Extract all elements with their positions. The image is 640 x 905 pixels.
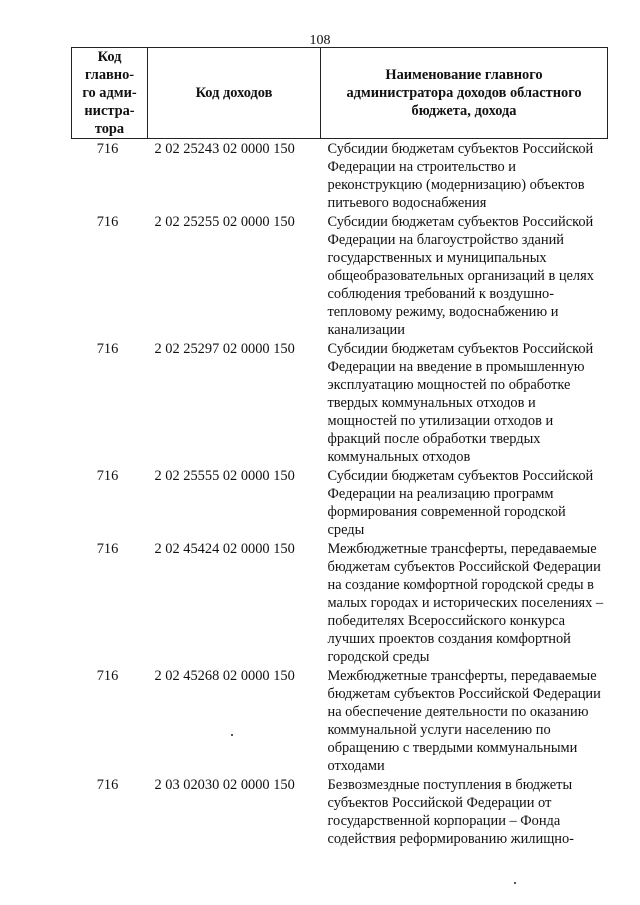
cell-name: Безвозмездные поступления в бюджеты субъектов Российской Федерации от государственной корпорации – Фонда содействия реформированию жилищно- [327, 777, 574, 847]
table-body [72, 139, 608, 850]
cell-income-code: 2 02 25555 02 0000 150 [154, 468, 295, 484]
cell-admin-code: 716 [96, 341, 119, 357]
cell-name: Субсидии бюджетам субъектов Российской Федерации на строительство и реконструкцию (модернизацию) объектов питьевого водоснабжения [327, 141, 594, 211]
table-row [72, 667, 608, 776]
cell-income-code: 2 02 45424 02 0000 150 [154, 541, 295, 557]
revenue-codes-table [71, 47, 608, 849]
cell-admin-code: 716 [96, 541, 119, 557]
cell-name: Субсидии бюджетам субъектов Российской Федерации на введение в промышленную эксплуатацию мощностей по обработке твердых коммунальных отходов и мощностей по утилизации отходов и фракций после обработки твердых коммунальных отходов [327, 341, 594, 465]
table-row [72, 540, 608, 667]
table-row [72, 467, 608, 540]
table-row [72, 776, 608, 849]
cell-income-code: 2 03 02030 02 0000 150 [154, 777, 295, 793]
table-header [72, 48, 608, 139]
table-row [72, 139, 608, 214]
header-name: Наименование главного администратора доходов областного бюджета, дохода [321, 48, 608, 139]
cell-admin-code: 716 [96, 668, 119, 684]
cell-admin-code: 716 [96, 141, 119, 157]
page-number: 108 [309, 33, 331, 48]
cell-name: Межбюджетные трансферты, передаваемые бюджетам субъектов Российской Федерации на создание комфортной городской среды в малых городах и исторических поселениях – победителях Всероссийского конкурса лучших проектов создания комфортной городской среды [327, 541, 604, 665]
table-row [72, 213, 608, 340]
cell-admin-code: 716 [96, 214, 119, 230]
cell-name: Межбюджетные трансферты, передаваемые бюджетам субъектов Российской Федерации на обеспечение деятельности по оказанию коммунальной услуги населению по обращению с твердыми коммунальными отходами [327, 668, 601, 774]
cell-income-code: 2 02 25243 02 0000 150 [154, 141, 295, 157]
scan-speck [514, 882, 516, 884]
cell-admin-code: 716 [96, 777, 119, 793]
cell-income-code: 2 02 25255 02 0000 150 [154, 214, 295, 230]
header-income-code: Код доходов [148, 48, 321, 139]
header-row [72, 48, 608, 139]
header-admin-code: Код главно- го адми- нистра- тора [72, 48, 148, 139]
cell-income-code: 2 02 45268 02 0000 150 [154, 668, 295, 684]
cell-name: Субсидии бюджетам субъектов Российской Федерации на реализацию программ формирования современной городской среды [327, 468, 594, 538]
cell-income-code: 2 02 25297 02 0000 150 [154, 341, 295, 357]
table-row [72, 340, 608, 467]
cell-name: Субсидии бюджетам субъектов Российской Федерации на благоустройство зданий государственных и муниципальных общеобразовательных организаций в целях соблюдения требований к воздушно-тепловому режиму, водоснабжению и канализации [327, 214, 594, 338]
cell-admin-code: 716 [96, 468, 119, 484]
scan-speck [231, 734, 233, 736]
